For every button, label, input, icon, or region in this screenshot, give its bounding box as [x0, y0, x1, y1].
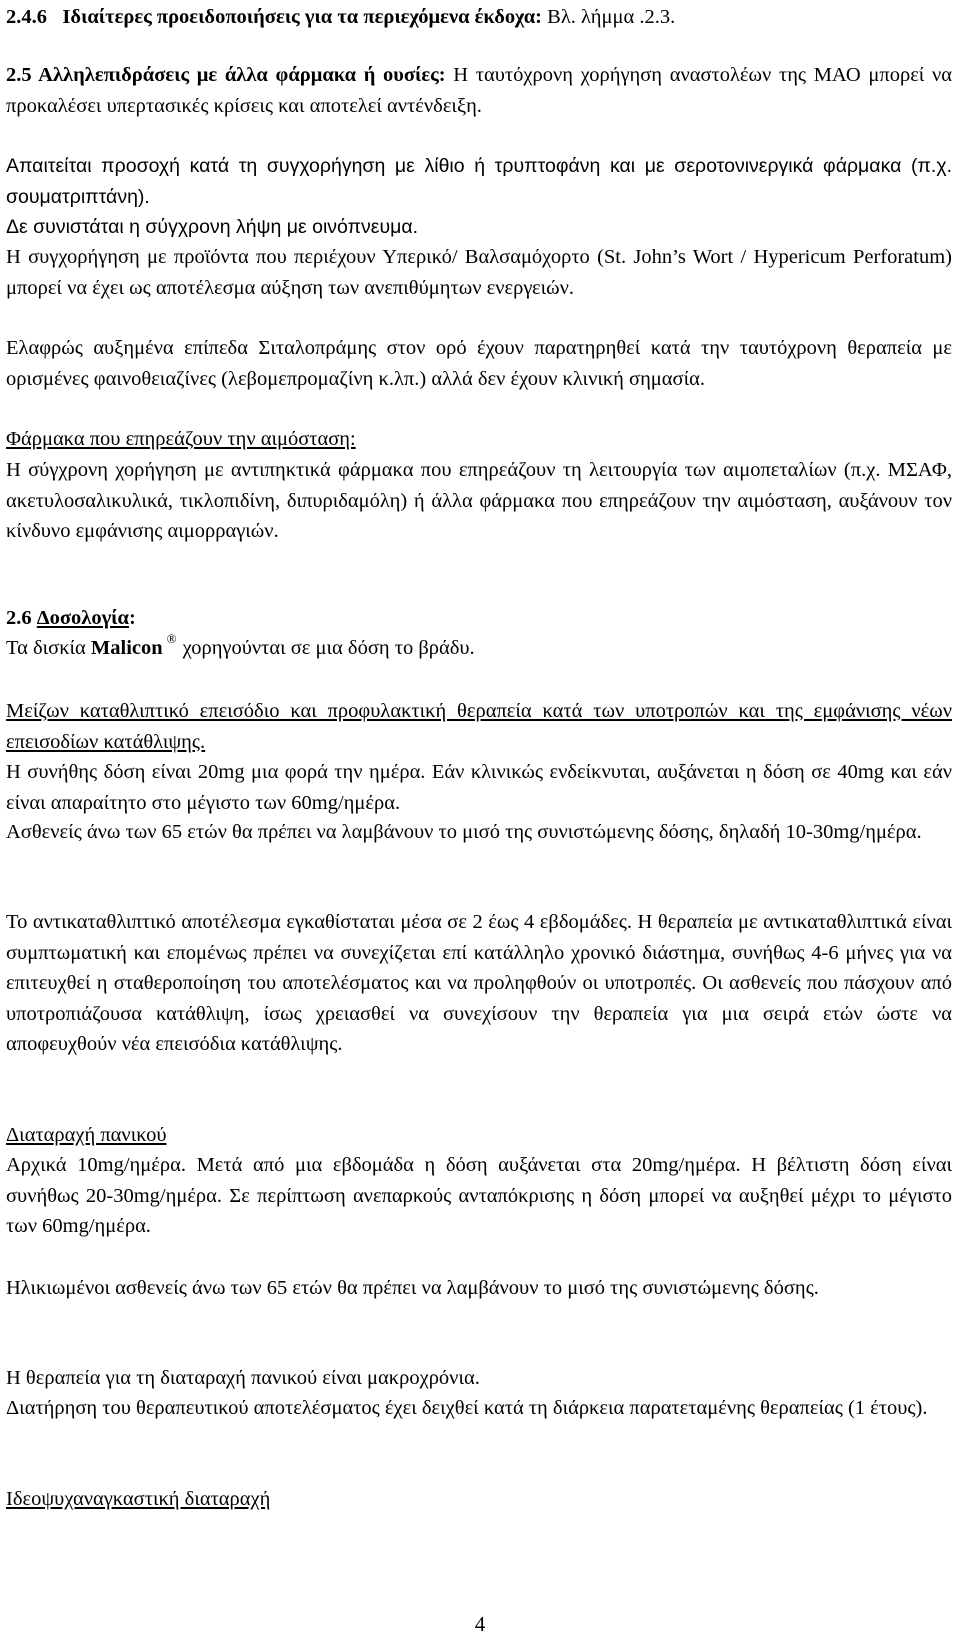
section-title: Ιδιαίτερες προειδοποιήσεις για τα περιεχόμενα έκδοχα:	[62, 6, 543, 28]
paragraph-usual-dose: Η συνήθης δόση είναι 20mg μια φορά την ημέρα. Εάν κλινικώς ενδείκνυται, αυξάνεται η δόση σε 40mg και εάν είναι απαραίτητο στο μέγιστο των 60mg/ημέρα.	[6, 761, 952, 814]
paragraph-hypericum: Η συγχορήγηση με προϊόντα που περιέχουν Υπερικό/ Βαλσαμόχορτο (St. John’s Wort / Hypericum Perforatum) μπορεί να έχει ως αποτέλεσμα αύξηση των ανεπιθύμητων ενεργειών.	[6, 246, 952, 299]
dosage-intro	[6, 633, 952, 664]
section-2-5	[6, 60, 952, 121]
paragraph-antidepressant-effect: Το αντικαταθλιπτικό αποτέλεσμα εγκαθίσταται μέσα σε 2 έως 4 εβδομάδες. Η θεραπεία με αντικαταθλιπτικά είναι συμπτωματική και επομένως πρέπει να συνεχίζεται επί κατάλληλο χρονικό διάστημα, συνήθως 4-6 μήνες για να επιτευχθεί η σταθεροποίηση του αποτελέσματος και να προληφθούν οι υποτροπές. Οι ασθενείς που πάσχουν από υποτροπιάζουσα κατάθλιψη, ίσως χρειασθεί να συνεχίσουν την θεραπεία για μια σειρά ετών ώστε να αποφευχθούν νέα επεισόδια κατάθλιψης.	[6, 911, 952, 1055]
section-2-6-heading	[6, 603, 952, 634]
paragraph-citalopram-levels: Ελαφρώς αυξημένα επίπεδα Σιταλοπράμης στον ορό έχουν παρατηρηθεί κατά την ταυτόχρονη θεραπεία με ορισμένες φαινοθειαζίνες (λεβομεπρομαζίνη κ.λπ.) αλλά δεν έχουν κλινική σημασία.	[6, 337, 952, 390]
intro-text: χορηγούνται σε μια δόση το βράδυ.	[182, 637, 475, 659]
registered-mark: ®	[166, 631, 177, 646]
paragraph: Η ταυτόχρονη χορήγηση αναστολέων της ΜΑΟ μπορεί να προκαλέσει υπερτασικές κρίσεις και αποτελεί αντένδειξη.	[6, 64, 952, 117]
intro-text: Τα δισκία	[6, 637, 91, 659]
section-number: 2.4.6	[6, 6, 47, 28]
subheading-hemostasis	[6, 424, 952, 455]
subheading-text: Διαταραχή πανικού	[6, 1124, 167, 1146]
paragraph-lithium: Απαιτείται προσοχή κατά τη συγχορήγηση με λίθιο ή τρυπτοφάνη και με σεροτονινεργικά φάρμακα (π.χ. σουματριπτάνη).	[6, 155, 952, 208]
section-colon: :	[128, 607, 136, 629]
section-text: Βλ. λήμμα .2.3.	[542, 6, 676, 28]
brand-name: Malicon	[90, 637, 163, 659]
paragraph-hemostasis: Η σύγχρονη χορήγηση με αντιπηκτικά φάρμακα που επηρεάζουν τη λειτουργία των αιμοπεταλίων (π.χ. ΜΣΑΦ, ακετυλοσαλικυλικά, τικλοπιδίνη, διπυριδαμόλη) ή άλλα φάρμακα που επηρεάζουν την αιμόσταση, αυξάνουν τον κίνδυνο εμφάνισης αιμορραγιών.	[6, 459, 952, 542]
subheading-panic-disorder	[6, 1120, 952, 1151]
subheading-major-depression	[6, 696, 952, 757]
page-number: 4	[474, 1612, 486, 1636]
subheading-text: Φάρμακα που επηρεάζουν την αιμόσταση:	[6, 428, 356, 450]
subheading-text: Ιδεοψυχαναγκαστική διαταραχή	[6, 1488, 271, 1510]
subheading-ocd	[6, 1484, 952, 1515]
section-2-4-6	[6, 2, 952, 33]
subheading-text: Μείζων καταθλιπτικό επεισόδιο και προφυλακτική θεραπεία κατά των υποτροπών και της εμφάνισης νέων επεισοδίων κατάθλιψης.	[6, 700, 952, 753]
section-title: Δοσολογία	[36, 607, 129, 629]
paragraph-panic-maintenance: Διατήρηση του θεραπευτικού αποτελέσματος έχει δειχθεί κατά τη διάρκεια παρατεταμένης θεραπείας (1 έτους).	[6, 1397, 928, 1419]
paragraph-panic-dose: Αρχικά 10mg/ημέρα. Μετά από μια εβδομάδα η δόση αυξάνεται στα 20mg/ημέρα. Η βέλτιστη δόση είναι συνήθως 20-30mg/ημέρα. Σε περίπτωση ανεπαρκούς ανταπόκρισης η δόση μπορεί να αυξηθεί μέχρι το μέγιστο των 60mg/ημέρα.	[6, 1154, 952, 1237]
paragraph-panic-elderly: Ηλικιωμένοι ασθενείς άνω των 65 ετών θα πρέπει να λαμβάνουν το μισό της συνιστώμενης δόσης.	[6, 1277, 819, 1299]
section-number: 2.6	[6, 607, 32, 629]
paragraph-elderly: Ασθενείς άνω των 65 ετών θα πρέπει να λαμβάνουν το μισό της συνιστώμενης δόσης, δηλαδή 10-30mg/ημέρα.	[6, 821, 922, 843]
paragraph-panic-duration: Η θεραπεία για τη διαταραχή πανικού είναι μακροχρόνια.	[6, 1367, 480, 1389]
section-title: 2.5 Αλληλεπιδράσεις με άλλα φάρμακα ή ουσίες:	[6, 64, 446, 86]
paragraph-alcohol: Δε συνιστάται η σύγχρονη λήψη με οινόπνευμα.	[6, 216, 419, 238]
